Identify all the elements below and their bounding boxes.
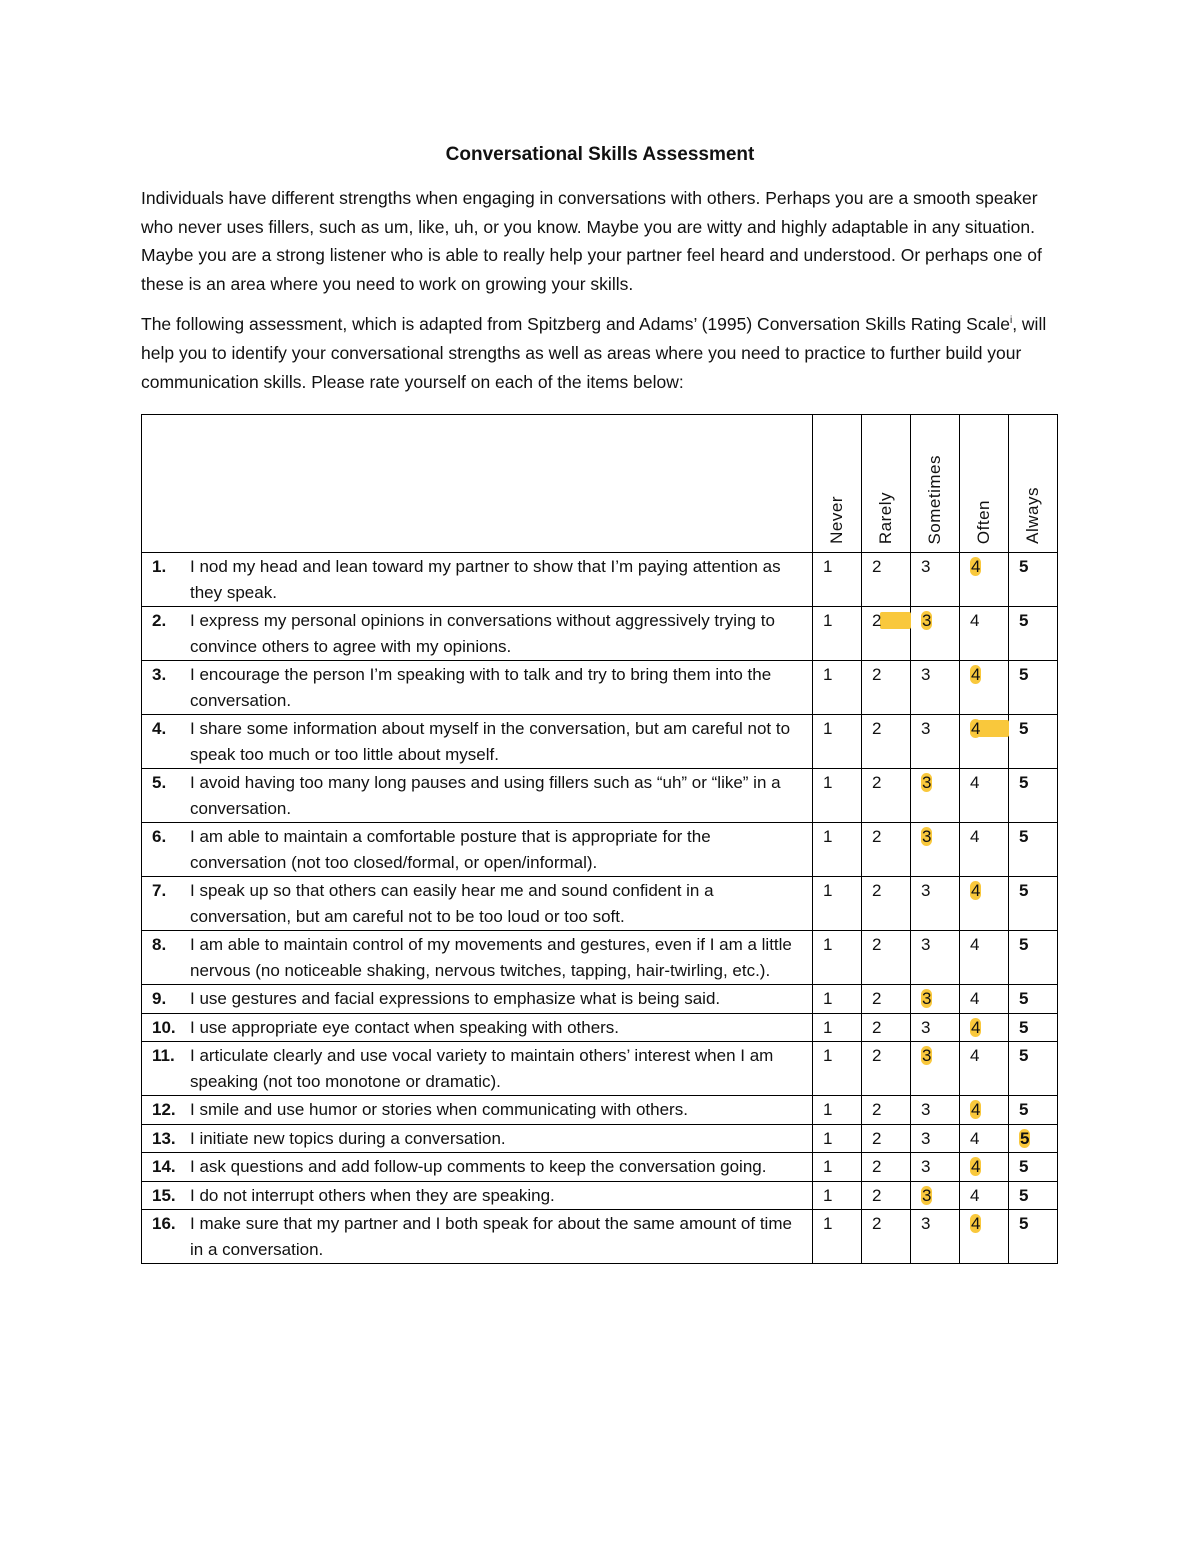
item-text: I am able to maintain a comfortable posture that is appropriate for the conversation (not too closed/formal, or open/informal).	[190, 827, 711, 872]
item-text: I smile and use humor or stories when communicating with others.	[190, 1100, 688, 1120]
item-content	[150, 878, 806, 929]
rating-cell-5[interactable]	[1009, 1153, 1058, 1182]
rating-value: 1	[823, 1157, 833, 1177]
rating-cell-5[interactable]	[1009, 1124, 1058, 1153]
rating-value: 4	[970, 935, 980, 955]
header-always	[1009, 415, 1058, 553]
item-number: 3.	[152, 665, 167, 685]
table-row	[142, 1013, 1058, 1042]
rating-cell-5[interactable]	[1009, 1096, 1058, 1125]
header-blank	[142, 415, 813, 553]
rating-value: 5	[1019, 935, 1029, 955]
rating-value: 5	[1019, 1100, 1029, 1120]
rating-value: 2	[872, 1128, 882, 1148]
rating-cell-2[interactable]	[862, 1153, 911, 1182]
rating-value: 1	[823, 773, 833, 793]
rating-cell-3[interactable]	[911, 1124, 960, 1153]
rating-cell-1[interactable]	[813, 1124, 862, 1153]
rating-cell-2[interactable]	[862, 1124, 911, 1153]
item-text: I share some information about myself in the conversation, but am careful not to speak too much or too little about myself.	[190, 719, 791, 764]
item-number: 13.	[152, 1128, 176, 1148]
rating-cell-2[interactable]	[862, 985, 911, 1014]
rating-value: 2	[872, 989, 882, 1009]
rating-cell-4[interactable]	[960, 769, 1009, 823]
rating-value: 2	[872, 1157, 882, 1177]
item-text: I speak up so that others can easily hear me and sound confident in a conversation, but am careful not to be too loud or too soft.	[190, 881, 714, 926]
rating-cell-1[interactable]	[813, 931, 862, 985]
item-text: I nod my head and lean toward my partner to show that I’m paying attention as they speak.	[190, 557, 781, 602]
item-content	[150, 554, 806, 605]
table-row	[142, 1124, 1058, 1153]
rating-value: 5	[1019, 665, 1029, 685]
rating-value: 5	[1019, 1046, 1029, 1066]
rating-value: 3	[921, 1100, 931, 1120]
table-row	[142, 607, 1058, 661]
rating-value: 5	[1019, 1214, 1029, 1234]
item-number: 2.	[152, 611, 167, 631]
rating-value: 1	[823, 935, 833, 955]
rating-cell-4[interactable]	[960, 1153, 1009, 1182]
rating-value: 1	[823, 611, 833, 631]
rating-cell-1[interactable]	[813, 877, 862, 931]
rating-cell-2[interactable]	[862, 931, 911, 985]
rating-value: 1	[823, 557, 833, 577]
page-title: Conversational Skills Assessment	[445, 144, 755, 165]
rating-value: 2	[872, 665, 882, 685]
rating-cell-5[interactable]	[1009, 1013, 1058, 1042]
rating-cell-2[interactable]	[862, 715, 911, 769]
table-row	[142, 1210, 1058, 1264]
rating-cell-5[interactable]	[1009, 823, 1058, 877]
rating-cell-1[interactable]	[813, 1181, 862, 1210]
item-cell	[142, 553, 813, 607]
rating-cell-5[interactable]	[1009, 769, 1058, 823]
item-number: 16.	[152, 1214, 176, 1234]
rating-value: 4	[970, 827, 980, 847]
rating-cell-3[interactable]	[911, 1153, 960, 1182]
item-text: I ask questions and add follow-up comments to keep the conversation going.	[190, 1157, 767, 1177]
rating-value: 3	[922, 989, 932, 1009]
rating-value: 3	[921, 1128, 931, 1148]
rating-cell-5[interactable]	[1009, 1210, 1058, 1264]
rating-cell-4[interactable]	[960, 553, 1009, 607]
table-row	[142, 877, 1058, 931]
rating-value: 4	[971, 1157, 981, 1177]
rating-cell-3[interactable]	[911, 931, 960, 985]
rating-value: 3	[922, 611, 932, 631]
rating-value: 3	[922, 773, 932, 793]
rating-cell-3[interactable]	[911, 607, 960, 661]
rating-cell-5[interactable]	[1009, 553, 1058, 607]
rating-cell-4[interactable]	[960, 931, 1009, 985]
rating-cell-3[interactable]	[911, 877, 960, 931]
rating-value: 1	[823, 1046, 833, 1066]
rating-cell-1[interactable]	[813, 823, 862, 877]
header-label: Always	[1023, 487, 1043, 545]
item-cell	[142, 931, 813, 985]
rating-value: 3	[922, 827, 932, 847]
rating-cell-3[interactable]	[911, 553, 960, 607]
item-number: 5.	[152, 773, 167, 793]
rating-cell-4[interactable]	[960, 1124, 1009, 1153]
item-number: 8.	[152, 935, 167, 955]
rating-cell-1[interactable]	[813, 715, 862, 769]
item-number: 4.	[152, 719, 167, 739]
rating-cell-4[interactable]	[960, 1013, 1009, 1042]
rating-value: 2	[872, 935, 882, 955]
intro-paragraph: Individuals have different strengths when engaging in conversations with others. Perhaps you are a smooth speaker who never uses fillers, such as um, like, uh, or you know. Maybe you are witty and highly adaptable in any situation. Maybe you are a strong listener who is able to really help your partner feel heard and understood. Or perhaps one of these is an area where you need to work on growing your skills.	[141, 188, 1042, 294]
item-number: 11.	[152, 1046, 175, 1066]
item-number: 9.	[152, 989, 167, 1009]
item-cell	[142, 877, 813, 931]
rating-value: 2	[872, 1214, 882, 1234]
rating-value: 4	[970, 773, 980, 793]
item-cell	[142, 1153, 813, 1182]
rating-value: 4	[971, 719, 981, 739]
rating-cell-1[interactable]	[813, 1042, 862, 1096]
rating-cell-2[interactable]	[862, 607, 911, 661]
table-row	[142, 1042, 1058, 1096]
rating-cell-2[interactable]	[862, 1210, 911, 1264]
rating-value: 3	[921, 1017, 931, 1037]
instructions-text-end: , will help you to identify your conversational strengths as well as areas where you need to practice to further build your communication skills. Please rate yourself on each of the items below:	[141, 314, 1047, 392]
table-row	[142, 1096, 1058, 1125]
header-label: Never	[827, 496, 847, 545]
rating-value: 5	[1019, 827, 1029, 847]
item-number: 12.	[152, 1100, 176, 1120]
instructions-text-start: The following assessment, which is adapted from Spitzberg and Adams’ (1995) Conversation Skills Rating Scale	[141, 314, 1010, 335]
instructions-paragraph	[141, 310, 1059, 396]
item-number: 6.	[152, 827, 167, 847]
table-row	[142, 985, 1058, 1014]
rating-cell-2[interactable]	[862, 1181, 911, 1210]
rating-value: 4	[971, 1100, 981, 1120]
item-number: 14.	[152, 1157, 176, 1177]
rating-cell-5[interactable]	[1009, 1181, 1058, 1210]
rating-cell-2[interactable]	[862, 1013, 911, 1042]
rating-cell-1[interactable]	[813, 661, 862, 715]
rating-cell-3[interactable]	[911, 1210, 960, 1264]
rating-cell-4[interactable]	[960, 823, 1009, 877]
rating-cell-2[interactable]	[862, 661, 911, 715]
table-row	[142, 715, 1058, 769]
item-cell	[142, 661, 813, 715]
rating-value: 5	[1019, 611, 1029, 631]
item-cell	[142, 1096, 813, 1125]
rating-value: 1	[823, 1100, 833, 1120]
item-cell	[142, 1124, 813, 1153]
rating-cell-4[interactable]	[960, 1042, 1009, 1096]
header-sometimes	[911, 415, 960, 553]
rating-cell-3[interactable]	[911, 1013, 960, 1042]
rating-value: 4	[970, 1128, 980, 1148]
item-content	[150, 932, 806, 983]
item-number: 7.	[152, 881, 167, 901]
rating-value: 4	[970, 1185, 980, 1205]
rating-value: 1	[823, 719, 833, 739]
rating-cell-2[interactable]	[862, 877, 911, 931]
item-content	[150, 716, 806, 767]
rating-cell-1[interactable]	[813, 1153, 862, 1182]
table-row	[142, 823, 1058, 877]
table-row	[142, 1153, 1058, 1182]
rating-cell-5[interactable]	[1009, 1042, 1058, 1096]
item-cell	[142, 1181, 813, 1210]
rating-value: 5	[1019, 881, 1029, 901]
item-content	[150, 1154, 806, 1180]
rating-value: 3	[921, 935, 931, 955]
rating-value: 5	[1019, 773, 1029, 793]
item-text: I express my personal opinions in conversations without aggressively trying to convince others to agree with my opinions.	[190, 611, 775, 656]
table-row	[142, 661, 1058, 715]
rating-cell-1[interactable]	[813, 553, 862, 607]
rating-value: 3	[921, 557, 931, 577]
rating-cell-1[interactable]	[813, 1210, 862, 1264]
rating-cell-2[interactable]	[862, 1096, 911, 1125]
rating-value: 2	[872, 1046, 882, 1066]
table-row	[142, 1181, 1058, 1210]
rating-value: 4	[971, 1214, 981, 1234]
rating-value: 4	[971, 557, 981, 577]
header-rarely	[862, 415, 911, 553]
rating-cell-4[interactable]	[960, 661, 1009, 715]
rating-value: 3	[921, 1214, 931, 1234]
rating-cell-1[interactable]	[813, 769, 862, 823]
rating-cell-4[interactable]	[960, 607, 1009, 661]
item-cell	[142, 1013, 813, 1042]
rating-cell-2[interactable]	[862, 769, 911, 823]
rating-cell-4[interactable]	[960, 1096, 1009, 1125]
rating-value: 5	[1019, 989, 1029, 1009]
table-row	[142, 553, 1058, 607]
item-cell	[142, 715, 813, 769]
rating-cell-3[interactable]	[911, 1181, 960, 1210]
highlight-mark	[978, 720, 1009, 737]
rating-value: 5	[1019, 557, 1029, 577]
assessment-table	[141, 414, 1058, 1264]
item-cell	[142, 1210, 813, 1264]
rating-value: 3	[921, 881, 931, 901]
rating-value: 4	[970, 611, 980, 631]
rating-value: 5	[1019, 719, 1029, 739]
rating-value: 4	[970, 1046, 980, 1066]
rating-value: 5	[1019, 1017, 1029, 1037]
item-text: I initiate new topics during a conversation.	[190, 1128, 506, 1148]
document-page	[141, 140, 1059, 1264]
item-content	[150, 824, 806, 875]
item-content	[150, 1183, 806, 1209]
item-number: 10.	[152, 1017, 176, 1037]
rating-value: 1	[823, 1017, 833, 1037]
item-content	[150, 1043, 806, 1094]
item-cell	[142, 1042, 813, 1096]
rating-value: 3	[921, 1157, 931, 1177]
item-content	[150, 1015, 806, 1041]
rating-cell-5[interactable]	[1009, 607, 1058, 661]
item-text: I am able to maintain control of my movements and gestures, even if I am a little nervous (no noticeable shaking, nervous twitches, tapping, hair-twirling, etc.).	[190, 935, 792, 980]
rating-cell-5[interactable]	[1009, 877, 1058, 931]
rating-cell-3[interactable]	[911, 823, 960, 877]
rating-cell-1[interactable]	[813, 607, 862, 661]
item-number: 15.	[152, 1185, 176, 1205]
rating-value: 1	[823, 989, 833, 1009]
header-often	[960, 415, 1009, 553]
rating-cell-4[interactable]	[960, 1181, 1009, 1210]
rating-cell-5[interactable]	[1009, 931, 1058, 985]
rating-value: 5	[1019, 1157, 1029, 1177]
rating-value: 2	[872, 881, 882, 901]
rating-value: 4	[970, 989, 980, 1009]
item-text: I articulate clearly and use vocal variety to maintain others’ interest when I am speaking (not too monotone or dramatic).	[190, 1046, 774, 1091]
rating-cell-3[interactable]	[911, 1096, 960, 1125]
rating-cell-2[interactable]	[862, 553, 911, 607]
rating-value: 2	[872, 719, 882, 739]
rating-value: 3	[921, 719, 931, 739]
header-label: Rarely	[876, 492, 896, 545]
rating-cell-3[interactable]	[911, 985, 960, 1014]
item-content	[150, 662, 806, 713]
rating-value: 4	[971, 881, 981, 901]
table-row	[142, 931, 1058, 985]
item-content	[150, 770, 806, 821]
header-never	[813, 415, 862, 553]
rating-value: 2	[872, 773, 882, 793]
rating-value: 5	[1019, 1185, 1029, 1205]
rating-cell-2[interactable]	[862, 1042, 911, 1096]
rating-value: 4	[971, 665, 981, 685]
rating-value: 1	[823, 1214, 833, 1234]
item-content	[150, 608, 806, 659]
rating-cell-2[interactable]	[862, 823, 911, 877]
item-cell	[142, 607, 813, 661]
rating-value: 2	[872, 1185, 882, 1205]
rating-value: 1	[823, 1128, 833, 1148]
item-cell	[142, 769, 813, 823]
rating-cell-4[interactable]	[960, 1210, 1009, 1264]
rating-value: 1	[823, 881, 833, 901]
highlight-mark	[880, 612, 911, 629]
item-text: I do not interrupt others when they are speaking.	[190, 1185, 555, 1205]
assessment-rows	[142, 553, 1058, 1264]
item-text: I make sure that my partner and I both speak for about the same amount of time in a conversation.	[190, 1214, 792, 1259]
item-text: I use gestures and facial expressions to emphasize what is being said.	[190, 989, 721, 1009]
item-text: I use appropriate eye contact when speaking with others.	[190, 1017, 620, 1037]
rating-value: 1	[823, 1185, 833, 1205]
rating-cell-1[interactable]	[813, 1096, 862, 1125]
rating-cell-3[interactable]	[911, 715, 960, 769]
item-content	[150, 1097, 806, 1123]
item-text: I avoid having too many long pauses and using fillers such as “uh” or “like” in a conversation.	[190, 773, 781, 818]
item-content	[150, 1126, 806, 1152]
rating-cell-1[interactable]	[813, 985, 862, 1014]
rating-cell-3[interactable]	[911, 769, 960, 823]
rating-value: 5	[1020, 1128, 1030, 1148]
rating-value: 1	[823, 827, 833, 847]
rating-value: 3	[922, 1185, 932, 1205]
header-label: Sometimes	[925, 454, 945, 545]
rating-value: 2	[872, 1017, 882, 1037]
header-label: Often	[974, 500, 994, 545]
header-row	[142, 415, 1058, 553]
endnote-marker: i	[1009, 315, 1013, 327]
rating-cell-5[interactable]	[1009, 985, 1058, 1014]
rating-cell-1[interactable]	[813, 1013, 862, 1042]
table-row	[142, 769, 1058, 823]
rating-cell-5[interactable]	[1009, 715, 1058, 769]
item-text: I encourage the person I’m speaking with to talk and try to bring them into the conversation.	[190, 665, 772, 710]
rating-value: 1	[823, 665, 833, 685]
rating-cell-4[interactable]	[960, 985, 1009, 1014]
item-cell	[142, 823, 813, 877]
item-content	[150, 1211, 806, 1262]
rating-value: 4	[971, 1017, 981, 1037]
rating-cell-5[interactable]	[1009, 661, 1058, 715]
rating-value: 2	[872, 557, 882, 577]
rating-cell-3[interactable]	[911, 661, 960, 715]
rating-cell-4[interactable]	[960, 877, 1009, 931]
rating-value: 3	[921, 665, 931, 685]
rating-value: 2	[872, 611, 882, 631]
rating-cell-3[interactable]	[911, 1042, 960, 1096]
item-content	[150, 986, 806, 1012]
rating-value: 2	[872, 1100, 882, 1120]
rating-cell-4[interactable]	[960, 715, 1009, 769]
rating-value: 3	[922, 1046, 932, 1066]
item-number: 1.	[152, 557, 167, 577]
item-cell	[142, 985, 813, 1014]
rating-value: 2	[872, 827, 882, 847]
